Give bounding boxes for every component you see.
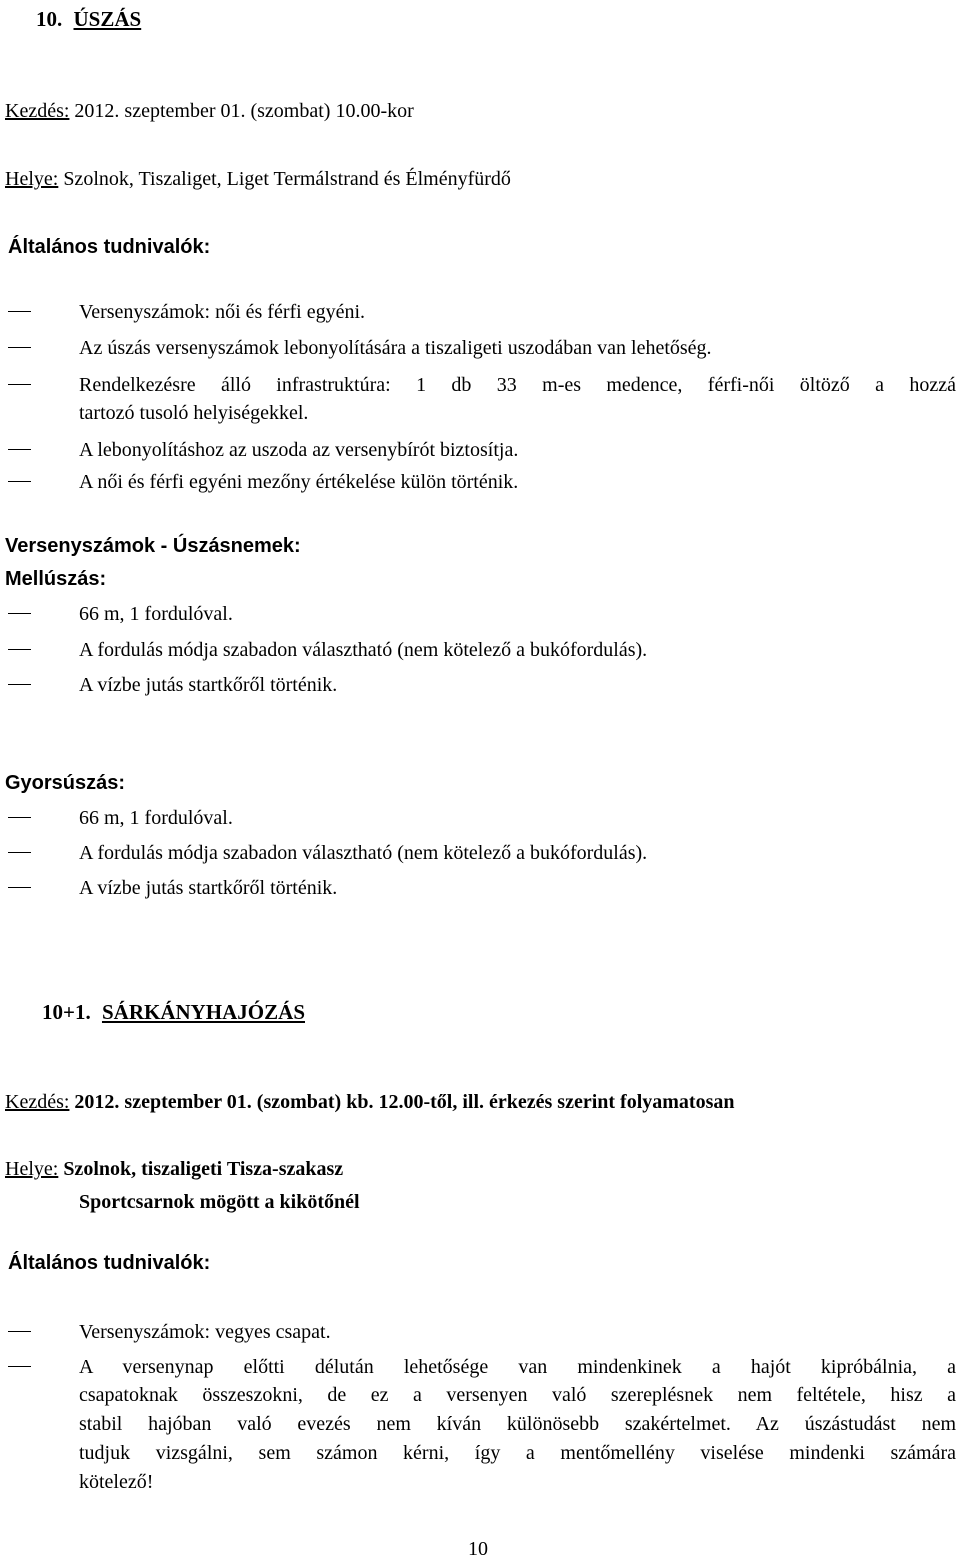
place-value-line2: Sportcsarnok mögött a kikötőnél [79,1191,360,1213]
list-item [0,298,960,326]
start-line [5,98,414,124]
start-value: 2012. szeptember 01. (szombat) 10.00-kor [74,100,414,122]
place-value: Szolnok, tiszaligeti Tisza-szakasz [63,1158,344,1180]
events-heading: Versenyszámok - Úszásnemek: [5,535,301,557]
start-line [5,1089,735,1115]
list-item-text: A vízbe jutás startkőről történik. [79,877,338,899]
place-line [5,166,511,192]
list-item [0,468,960,496]
dash-bullet [8,481,31,482]
list-item-text: Versenyszámok: vegyes csapat. [79,1321,331,1343]
list-item-text: csapatoknak összeszokni, de ez a versenyen való szereplésnek nem feltétele, hisz a [79,1384,956,1406]
general-heading: Általános tudnivalók: [8,236,211,258]
list-item-text: Versenyszámok: női és férfi egyéni. [79,301,366,323]
dash-bullet [8,887,31,888]
section-number: 10. [36,7,63,31]
list-item [0,371,960,399]
list-item [0,600,960,628]
list-item-text: kötelező! [79,1471,154,1493]
dash-bullet [8,613,31,614]
list-item [0,436,960,464]
place-label: Helye: [5,168,59,190]
list-item-text: 66 m, 1 fordulóval. [79,603,233,625]
section-title: SÁRKÁNYHAJÓZÁS [101,1000,305,1024]
list-item-text: Rendelkezésre álló infrastruktúra: 1 db 33 m-es medence, férfi-női öltöző a hozzá [79,374,956,396]
dash-bullet [8,1366,31,1367]
list-item-text: A lebonyolításhoz az uszoda az versenybírót biztosítja. [79,439,519,461]
section-title-dragonboat [42,999,305,1025]
list-item [0,839,960,867]
breaststroke-heading: Mellúszás: [5,568,107,590]
place-label: Helye: [5,1158,59,1180]
list-item-continuation [0,399,960,427]
list-item-text: 66 m, 1 fordulóval. [79,807,233,829]
start-label: Kezdés: [5,100,70,122]
dash-bullet [8,649,31,650]
start-label: Kezdés: [5,1091,70,1113]
list-item-text: A vízbe jutás startkőről történik. [79,674,338,696]
list-item-text: A fordulás módja szabadon választható (nem kötelező a bukófordulás). [79,842,648,864]
list-item-text: A női és férfi egyéni mezőny értékelése külön történik. [79,471,519,493]
section-number: 10+1. [42,1000,91,1024]
section-title-swimming [36,6,141,32]
place-value: Szolnok, Tiszaliget, Liget Termálstrand és Élményfürdő [63,168,511,190]
list-item [0,874,960,902]
list-item [0,1318,960,1346]
dash-bullet [8,449,31,450]
list-item [0,671,960,699]
list-item-text: Az úszás versenyszámok lebonyolítására a tiszaligeti uszodában van lehetőség. [79,337,712,359]
freestyle-heading: Gyorsúszás: [5,772,126,794]
list-item-text: A fordulás módja szabadon választható (nem kötelező a bukófordulás). [79,639,648,661]
dash-bullet [8,1331,31,1332]
place-line [5,1156,343,1182]
page-number: 10 [468,1538,488,1560]
list-item-text: stabil hajóban való evezés nem kíván különösebb szakértelmet. Az úszástudást nem [79,1413,956,1435]
list-item [0,804,960,832]
list-item [0,334,960,362]
list-item-text: tartozó tusoló helyiségekkel. [79,402,309,424]
dash-bullet [8,347,31,348]
list-item-text: tudjuk vizsgálni, sem számon kérni, így a mentőmellény viselése mindenki számára [79,1442,956,1464]
dash-bullet [8,311,31,312]
dash-bullet [8,817,31,818]
general-heading: Általános tudnivalók: [8,1252,211,1274]
list-item [0,636,960,664]
dash-bullet [8,384,31,385]
list-item [0,1353,960,1503]
dash-bullet [8,684,31,685]
list-item-text: A versenynap előtti délután lehetősége van mindenkinek a hajót kipróbálnia, a [79,1356,956,1378]
section-title: ÚSZÁS [73,7,142,31]
dash-bullet [8,852,31,853]
start-value: 2012. szeptember 01. (szombat) kb. 12.00-től, ill. érkezés szerint folyamatosan [74,1091,735,1113]
